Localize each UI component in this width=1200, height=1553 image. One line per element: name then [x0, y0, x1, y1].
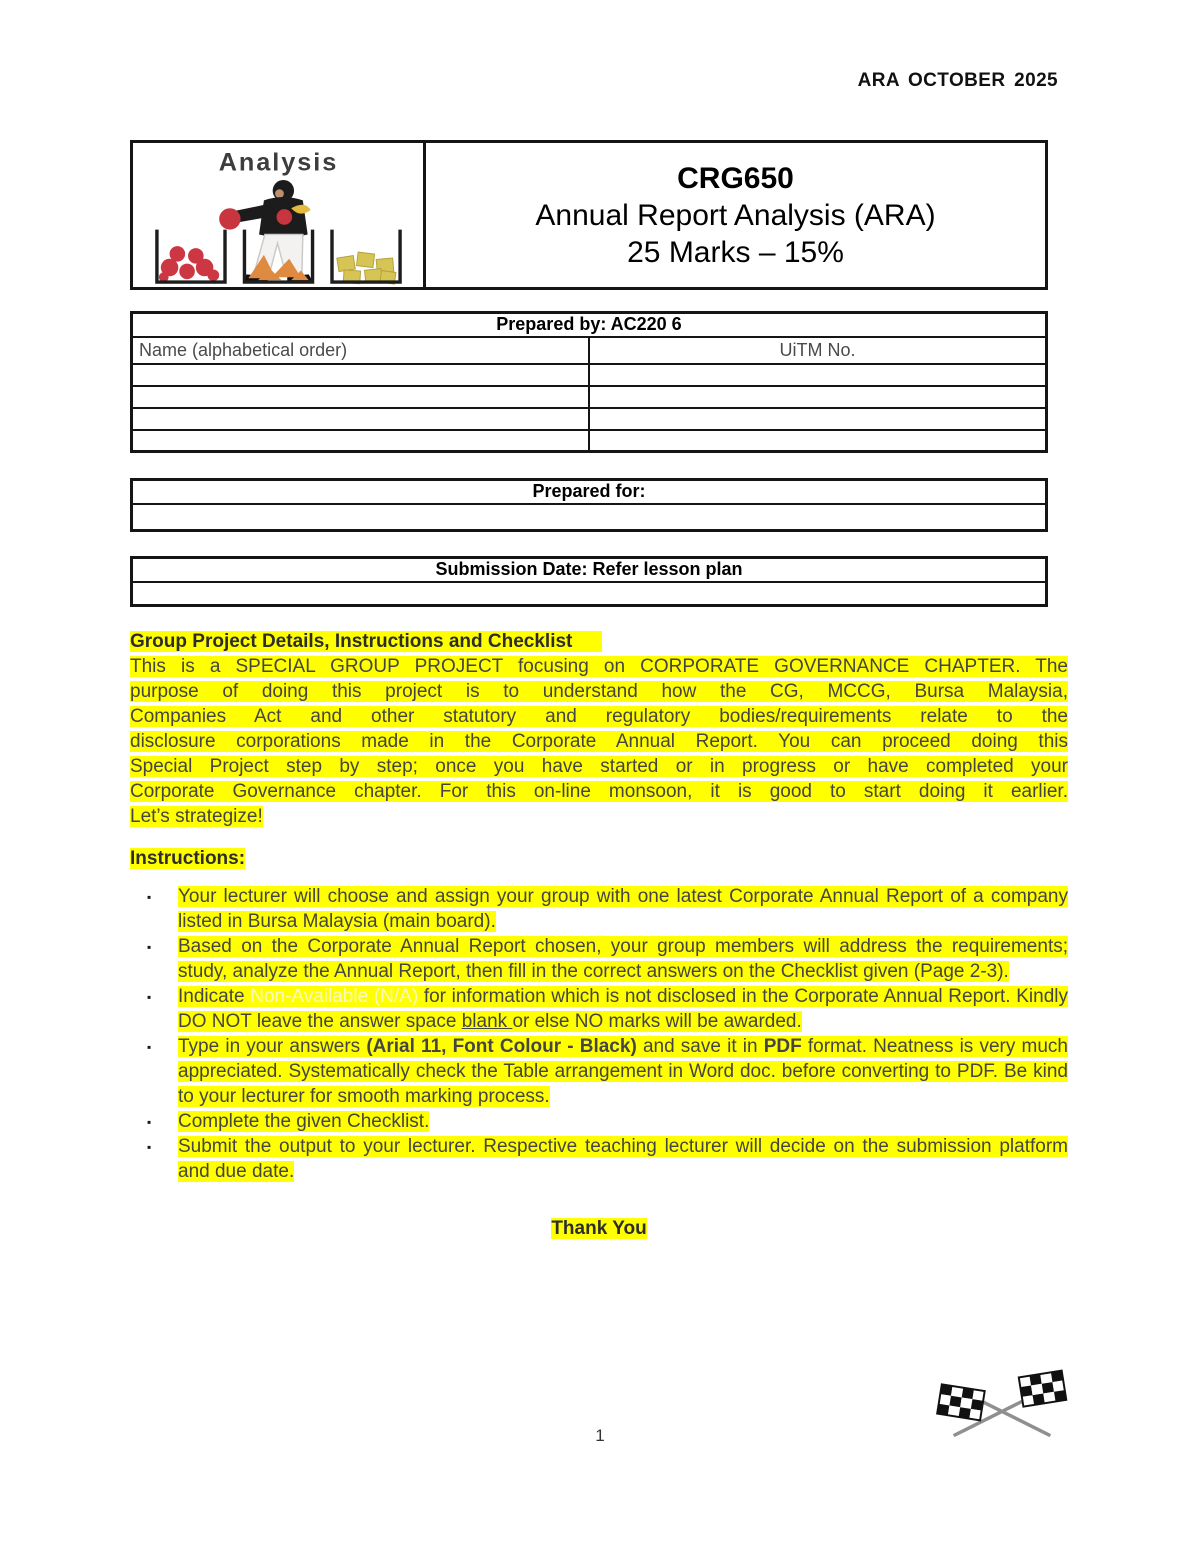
thank-you-line — [130, 1216, 1068, 1241]
course-title-cell — [426, 143, 1045, 287]
instruction-item: ▪ Type in your answers (Arial 11, Font Colour - Black) and save it in PDF format. Neatness is very much appreciated. Systematically check the Table arrangement in Word doc. before converting to PDF. Be kind to your lecturer for smooth marking process. — [178, 1034, 1068, 1109]
details-paragraph-line: Special Project step by step; once you have started or in progress or have completed your — [130, 756, 1068, 777]
course-title: Annual Report Analysis (ARA) — [535, 198, 936, 232]
instruction-item: ▪ Your lecturer will choose and assign your group with one latest Corporate Annual Report of a company listed in Bursa Malaysia (main board). — [178, 884, 1068, 934]
details-heading-line — [130, 629, 1068, 654]
details-paragraph-line: This is a SPECIAL GROUP PROJECT focusing on CORPORATE GOVERNANCE CHAPTER. The — [130, 656, 1068, 677]
analysis-illustration-icon — [137, 144, 420, 286]
details-paragraph-line: Companies Act and other statutory and regulatory bodies/requirements relate to the — [130, 706, 1068, 727]
instructions-list — [130, 884, 1068, 1184]
instruction-item: ▪ Based on the Corporate Annual Report chosen, your group members will address the requirements; study, analyze the Annual Report, then fill in the correct answers on the Checklist given (Page 2-3). — [178, 934, 1068, 984]
prepared-by-table — [130, 311, 1048, 453]
submission-date-header: Submission Date: Refer lesson plan — [132, 558, 1047, 582]
submission-date-table — [130, 556, 1048, 607]
column-header-name: Name (alphabetical order) — [132, 337, 590, 364]
instructions-heading-line — [130, 846, 1068, 871]
details-paragraph-line: disclosure corporations made in the Corporate Annual Report. You can proceed doing this — [130, 731, 1068, 752]
details-paragraph-line: Corporate Governance chapter. For this on-line monsoon, it is good to start doing it earlier. — [130, 781, 1068, 802]
details-paragraph-line: Let’s strategize! — [130, 806, 263, 827]
instruction-item: ▪ Complete the given Checklist. — [178, 1109, 1068, 1134]
instruction-item: ▪ Submit the output to your lecturer. Respective teaching lecturer will decide on the submission platform and due date. — [178, 1134, 1068, 1184]
course-marks: 25 Marks – 15% — [627, 235, 844, 269]
prepared-by-empty-row — [132, 408, 1047, 430]
prepared-for-table — [130, 478, 1048, 532]
prepared-by-header: Prepared by: AC220 6 — [132, 313, 1047, 337]
prepared-for-blank-cell — [132, 504, 1047, 531]
details-heading: Group Project Details, Instructions and Checklist — [130, 631, 602, 652]
page-header-right: ARA OCTOBER 2025 — [857, 70, 1058, 91]
page-number: 1 — [595, 1426, 605, 1445]
prepared-for-header: Prepared for: — [132, 480, 1047, 504]
instructions-heading: Instructions: — [130, 848, 246, 869]
column-header-uitm: UiTM No. — [589, 337, 1047, 364]
group-project-details — [130, 629, 1068, 829]
document-content — [130, 140, 1068, 1241]
prepared-by-body — [132, 313, 1047, 452]
course-code: CRG650 — [677, 161, 794, 195]
title-block — [130, 140, 1048, 290]
prepared-by-empty-row — [132, 386, 1047, 408]
analysis-logo — [133, 143, 426, 287]
submission-date-blank-cell — [132, 582, 1047, 606]
instruction-item: ▪ Indicate Non-Available (N/A) for information which is not disclosed in the Corporate Annual Report. Kindly DO NOT leave the answer space blank or else NO marks will be awarded. — [178, 984, 1068, 1034]
prepared-by-empty-row — [132, 364, 1047, 386]
details-paragraph-line: purpose of doing this project is to understand how the CG, MCCG, Bursa Malaysia, — [130, 681, 1068, 702]
logo-analysis-label: Analysis — [218, 148, 338, 177]
details-paragraph — [130, 654, 1068, 829]
thank-you-text: Thank You — [551, 1218, 647, 1239]
prepared-by-empty-row — [132, 430, 1047, 452]
